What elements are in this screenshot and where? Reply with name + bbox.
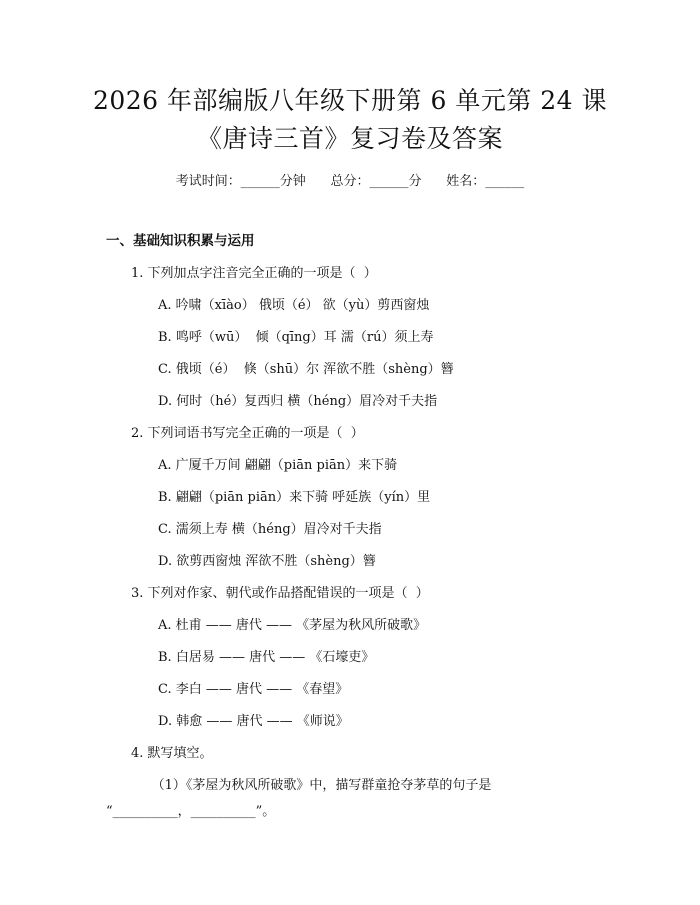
fill-blank-prompt: （1）《茅屋为秋风所破歌》中，描写群童抢夺茅草的句子是 (131, 778, 492, 793)
question-3-option-a: A. 杜甫 —— 唐代 —— 《茅屋为秋风所破歌》 (158, 618, 427, 633)
question-3-option-d: D. 韩愈 —— 唐代 —— 《师说》 (158, 714, 349, 729)
section-heading: 一、基础知识积累与运用 (106, 233, 255, 249)
fill-blank-answer-line: “__________，__________”。 (106, 804, 276, 819)
question-2-option-d: D. 欲剪西窗烛 浑欲不胜（shèng）簪 (158, 554, 376, 569)
question-1-option-a: A. 吟啸（xīào） 俄顷（é） 欲（yù）剪西窗烛 (158, 298, 430, 313)
question-2: 2. 下列词语书写完全正确的一项是（ ） (131, 426, 364, 441)
exam-info: 考试时间：______分钟 总分：______分 姓名：______ (175, 174, 525, 189)
question-1: 1. 下列加点字注音完全正确的一项是（ ） (131, 266, 377, 281)
question-3-option-b: B. 白居易 —— 唐代 —— 《石壕吏》 (158, 650, 375, 665)
question-3: 3. 下列对作家、朝代或作品搭配错误的一项是（ ） (131, 586, 429, 601)
question-4: 4. 默写填空。 (131, 746, 213, 761)
document-title-line-1: 2026 年部编版八年级下册第 6 单元第 24 课 (92, 86, 608, 115)
question-2-option-c: C. 濡须上寿 横（héng）眉冷对千夫指 (158, 522, 382, 537)
question-1-option-c: C. 俄顷（é） 倏（shū）尔 浑欲不胜（shèng）簪 (158, 362, 454, 377)
question-3-option-c: C. 李白 —— 唐代 —— 《春望》 (158, 682, 349, 697)
question-1-option-d: D. 何时（hé）复西归 横（héng）眉冷对千夫指 (158, 394, 438, 409)
question-2-option-b: B. 翩翩（piān piān）来下骑 呼延族（yín）里 (158, 490, 431, 505)
question-2-option-a: A. 广厦千万间 翩翩（piān piān）来下骑 (158, 458, 398, 473)
question-1-option-b: B. 鸣呼（wū） 倾（qīng）耳 濡（rú）须上寿 (158, 330, 434, 345)
document-title-line-2: 《唐诗三首》复习卷及答案 (196, 124, 503, 153)
